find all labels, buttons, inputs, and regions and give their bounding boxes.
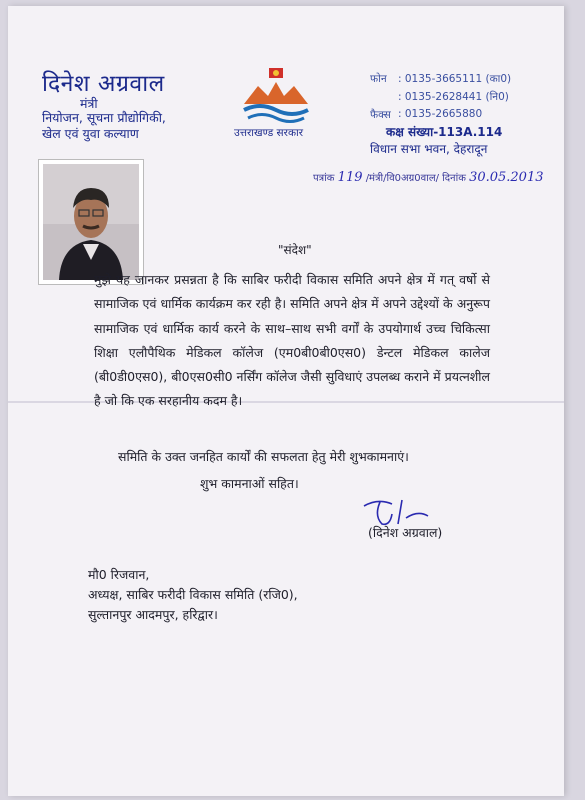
minister-name: दिनेश अग्रवाल: [42, 71, 165, 97]
building-address: विधान सभा भवन, देहरादून: [370, 142, 488, 156]
fax-number: : 0135-2665880: [398, 108, 483, 120]
reference-prefix: पत्रांक: [313, 173, 335, 184]
reference-date: 30.05.2013: [469, 170, 544, 185]
recipient-name: मौ0 रिजवान,: [88, 567, 150, 582]
minister-photo: [38, 159, 144, 285]
signatory-name: (दिनेश अग्रवाल): [368, 525, 443, 540]
wishes-line: समिति के उक्त जनहित कार्यों की सफलता हेतु मेरी शुभकामनाएं।: [118, 449, 409, 464]
recipient-address: सुल्तानपुर आदमपुर, हरिद्वार।: [88, 607, 218, 622]
recipient-title: अध्यक्ष, साबिर फरीदी विकास समिति (रजि0),: [88, 587, 298, 602]
portfolio-line-1: नियोजन, सूचना प्रौद्योगिकी,: [42, 110, 166, 125]
closing-line: शुभ कामनाओं सहित।: [200, 476, 299, 491]
letter-page: [8, 6, 564, 796]
room-number: कक्ष संख्या-113A.114: [386, 125, 503, 139]
reference-line: [313, 170, 544, 185]
phone-label: फोन: [370, 73, 387, 85]
fax-label: फैक्स: [370, 109, 391, 121]
reference-number: 119: [337, 170, 363, 185]
reference-middle: /मंत्री/वि0अग्र0वाल/ दिनांक: [365, 173, 466, 184]
message-paragraph: मुझे यह जानकर प्रसन्नता है कि साबिर फरीदी विकास समिति अपने क्षेत्र में गत् वर्षो से सामाजिक एवं धार्मिक कार्यक्रम कर रही है। समिति अपने क्षेत्र में अपने उद्देश्यों के अनुरूप सामाजिक एवं धार्मिक कार्य करने के साथ–साथ सभी वर्गों के उपयोगार्थ उच्च चिकित्सा शिक्षा एलौपैथिक मेडिकल कॉलेज (एम0बी0बी0एस0) डेन्टल मेडिकल कालेज (बी0डी0एस0), बी0एस0सी0 नर्सिंग कॉलेज जैसी सुविधाएं उपलब्ध कराने में प्रयत्नशील है जो कि एक सरहानीय कदम है।: [94, 272, 490, 409]
designation: मंत्री: [80, 96, 98, 111]
phone-office: : 0135-3665111 (का0): [398, 73, 512, 85]
portfolio-line-2: खेल एवं युवा कल्याण: [42, 126, 139, 141]
phone-residence: : 0135-2628441 (नि0): [398, 91, 509, 103]
emblem-caption: उत्तराखण्ड सरकार: [234, 127, 304, 139]
message-heading: "संदेश": [278, 243, 312, 257]
portrait-image: [39, 160, 143, 284]
